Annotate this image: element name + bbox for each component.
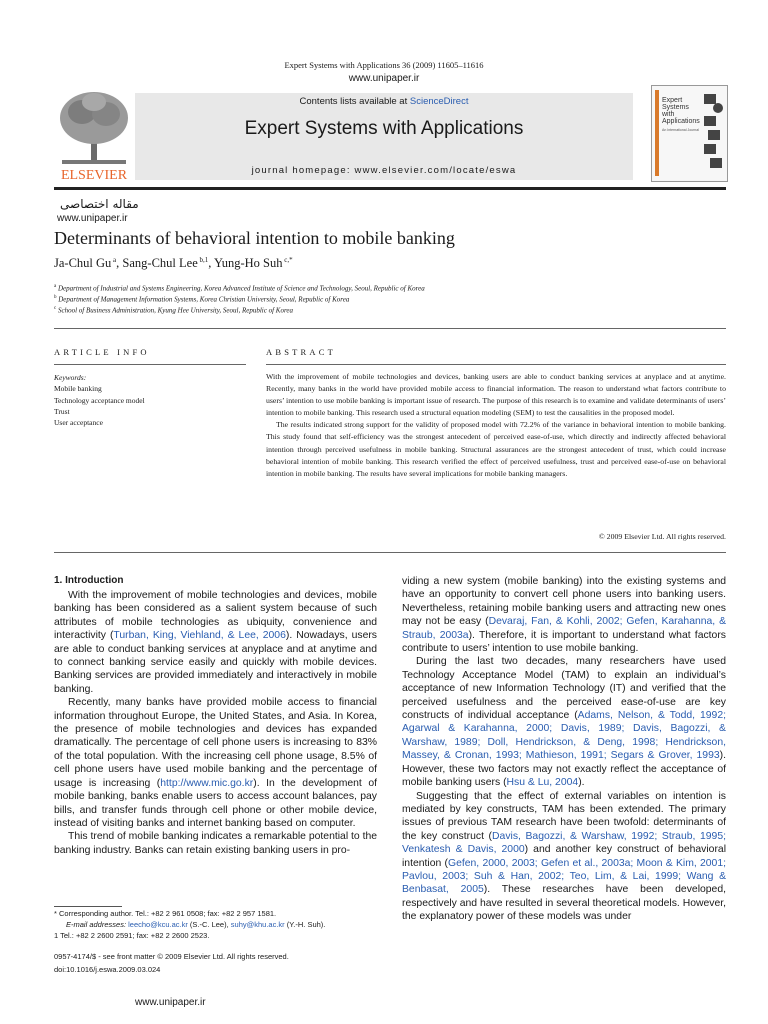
footnote-divider <box>54 906 122 907</box>
article-title: Determinants of behavioral intention to mobile banking <box>54 228 455 248</box>
body-paragraph: Suggesting that the effect of external variables on intention is mediated by key constructs, TAM has been extended. The primary issues of previous TAM research have been twofold: determinants of the key construct (Davis, Bagozzi, & Warshaw, 1992; Straub, 1995; Venkatesh & Davis, 2000) and another key construct of behavioral intention (Gefen, 2000, 2003; Gefen et al., 2003a; Moon & Kim, 2001; Pavlou, 2003; Suh & Han, 2002; Teo, Lim, & Lai, 1999; Wang & Benbasat, 2005). These researches have been developed, respectively and have resulted in several theoretical models. However, the explanatory power of these models was under <box>402 790 727 923</box>
url-link[interactable]: http://www.mic.go.kr <box>160 777 254 789</box>
keyword: Trust <box>54 406 70 416</box>
copyright-notice: © 2009 Elsevier Ltd. All rights reserved. <box>598 532 726 541</box>
abstract-paragraph: With the improvement of mobile technologies and devices, banking users are able to conduct banking services at anyplace and at anytime. Recently, many banks in the world have provided mobile access to financial information. The reason to understand what factors contribute to users’ intention to use mobile banking is important issue of research. The purpose of this research is to examine and validate determinants of users’ intention to mobile banking. This research used a structural equation modeling (SEM) to test the causalities in the proposed model. <box>266 372 726 418</box>
author-name[interactable]: Sang-Chul Lee <box>122 256 198 271</box>
body-column-left <box>54 589 377 857</box>
divider <box>54 552 726 553</box>
author-name[interactable]: Yung-Ho Suh <box>214 256 283 271</box>
body-paragraph: viding a new system (mobile banking) into the existing systems and have an opportunity to convert cell phone users into banking users. Nevertheless, retaining mobile banking users and attracting new ones may not be easy (Devaraj, Fan, & Kohli, 2002; Gefen, Karahanna, & Straub, 2003a). Therefore, it is important to understand what factors contribute to users’ intention to use mobile banking. <box>402 576 727 655</box>
keyword: Mobile banking <box>54 384 102 394</box>
author-sup: c,* <box>284 256 293 264</box>
elsevier-logo <box>54 88 134 183</box>
svg-text:ELSEVIER: ELSEVIER <box>60 168 128 183</box>
citation-link[interactable]: Hsu & Lu, 2004 <box>506 777 579 789</box>
masthead-rule <box>54 187 726 190</box>
author-list: Ja-Chul Gu $^a$, Sang-Chul Lee $^{b,1}$, Yung-Ho Suh $^{c,*}$ <box>54 256 293 271</box>
svg-text:with: with <box>662 111 675 118</box>
body-paragraph: Recently, many banks have provided mobile access to financial information throughout Europe, the United States, and Asia. In Korea, the presence of mobile technologies and devices has expanded dramatically. The percentage of cell phone users is increasing to 83% of the total population. With the increasing cell phone usage, 8.5% of cell phone users have used mobile banking and the percentage of usage is increasing (http://www.mic.go.kr). In the development of mobile banking, banks enable users to access account balances, pay bills, and transfer funds through cell phone or other mobile device, instead of visiting banks and internet banking based on computer. <box>54 697 378 829</box>
divider <box>54 364 246 365</box>
abstract-heading: ABSTRACT <box>266 347 336 357</box>
divider <box>266 364 726 365</box>
watermark-url-bottom: www.unipaper.ir <box>135 997 206 1008</box>
journal-title: Expert Systems with Applications <box>244 118 524 139</box>
keywords-block <box>54 372 145 428</box>
citation-link[interactable]: Davis, Bagozzi, & Warshaw, 1992; Straub, 1995; Venkatesh & Davis, 2000 <box>402 830 726 856</box>
citation-link[interactable]: Turban, King, Viehland, & Lee, 2006 <box>113 630 286 642</box>
svg-text:Expert: Expert <box>662 97 683 104</box>
journal-reference: Expert Systems with Applications 36 (2009) 11605–11616 <box>284 60 484 70</box>
divider <box>54 328 726 329</box>
author-sup: a <box>113 256 117 264</box>
abstract-paragraph: The results indicated strong support for the validity of proposed model with 72.2% of the variance in behavioral intention to mobile banking. This study found that self-efficiency was the strongest antecedent of perceived ease-of-use, which directly and indirectly affected behavioral intention through perceived usefulness in mobile banking. Structural assurances are the strongest antecedent of trust, which could increase behavioral intention of mobile banking. This research verified the effect of perceived usefulness, trust and perceived ease-of-use on behavioral intention in mobile banking. The results have several implications for mobile banking managers. <box>266 420 726 478</box>
body-paragraph: With the improvement of mobile technologies and devices, mobile banking has been considered as a salient system because of such attributes of mobile technologies as ubiquity, convenience and interactivity (Turban, King, Viehland, & Lee, 2006). Nowadays, users are able to conduct banking services at anyplace and at anytime and to connect banking service easily and quickly with mobile devices. Banking services are provided immediately and interactively in mobile banking. <box>54 590 377 695</box>
svg-text:Applications: Applications <box>662 118 700 125</box>
watermark-url-mid: www.unipaper.ir <box>57 213 128 224</box>
email-link[interactable]: suhy@khu.ac.kr <box>230 920 285 929</box>
keyword: User acceptance <box>54 418 103 428</box>
doi-line[interactable]: doi:10.1016/j.eswa.2009.03.024 <box>54 965 161 974</box>
section-heading-introduction: 1. Introduction <box>54 575 124 586</box>
article-info-heading: ARTICLE INFO <box>54 347 150 357</box>
abstract-body <box>266 371 726 480</box>
watermark-url-top: www.unipaper.ir <box>348 73 420 84</box>
keywords-label: Keywords: <box>54 373 87 382</box>
author-sup: b,1 <box>199 256 209 264</box>
affiliation: $^a$ Department of Industrial and Systems Engineering, Korea Advanced Institute of Science and Technology, Seoul, Republic of Korea <box>54 284 425 293</box>
citation-link[interactable]: Gefen, 2000, 2003; Gefen et al., 2003a; Moon & Kim, 2001; Pavlou, 2003; Suh & Han, 2002; Teo, Lim, & Lai, 1999; Wang & Benbasat, 2005 <box>402 857 726 896</box>
footnote-email: E-mail addresses: leecho@kcu.ac.kr (S.-C. Lee), suhy@khu.ac.kr (Y.-H. Suh). <box>66 920 326 929</box>
svg-text:Systems: Systems <box>662 104 689 111</box>
journal-cover-thumbnail <box>651 85 728 182</box>
svg-text:An International Journal: An International Journal <box>662 128 699 132</box>
citation-link[interactable]: Devaraj, Fan, & Kohli, 2002; Gefen, Karahanna, & Straub, 2003a <box>402 616 727 641</box>
affiliation: $^c$ School of Business Administration, Kyung Hee University, Seoul, Republic of Korea <box>54 306 294 315</box>
body-paragraph: During the last two decades, many researchers have used Technology Acceptance Model (TAM) to explain an individual’s acceptance of new Information Technology (IT) and verified that the perceived usefulness and the perceived ease-of-use are key constructs of individual acceptance (Adams, Nelson, & Todd, 1992; Agarwal & Karahanna, 2000; Davis, 1989; Davis, Bagozzi, & Warshaw, 1989; Doll, Hendrickson, & Deng, 1998; Hendrickson, Massey, & Cronan, 1993; Mathieson, 1991; Segars & Grover, 1993). However, these two factors may not exactly reflect the acceptance of mobile banking users (Hsu & Lu, 2004). <box>402 656 727 789</box>
watermark-persian: مقاله اختصاصی <box>60 197 139 211</box>
email-link[interactable]: leecho@kcu.ac.kr <box>128 920 188 929</box>
journal-homepage: journal homepage: www.elsevier.com/locate/eswa <box>251 165 517 176</box>
issn-line: 0957-4174/$ - see front matter © 2009 Elsevier Ltd. All rights reserved. <box>54 952 289 961</box>
keyword: Technology acceptance model <box>54 395 145 405</box>
author-name[interactable]: Ja-Chul Gu <box>54 256 112 271</box>
body-column-right <box>402 575 726 924</box>
body-paragraph: This trend of mobile banking indicates a remarkable potential to the banking industry. Banks can retain existing banking users in pro- <box>54 831 378 856</box>
affiliation: $^b$ Department of Management Information Systems, Korea Christian University, Seoul, Republic of Korea <box>54 295 350 304</box>
sciencedirect-link[interactable]: ScienceDirect <box>409 96 469 107</box>
citation-link[interactable]: Adams, Nelson, & Todd, 1992; Agarwal & Karahanna, 2000; Davis, 1989; Davis, Bagozzi, & Warshaw, 1989; Doll, Hendrickson, & Deng, 1998; Hendrickson, Massey, & Cronan, 1993; Mathieson, 1991; Segars & Grover, 1993 <box>402 710 727 762</box>
footnote: 1 Tel.: +82 2 2600 2591; fax: +82 2 2600 2523. <box>54 931 210 940</box>
footnote: * Corresponding author. Tel.: +82 2 961 0508; fax: +82 2 957 1581. <box>54 909 277 918</box>
contents-line: Contents lists available at ScienceDirect <box>299 96 469 107</box>
